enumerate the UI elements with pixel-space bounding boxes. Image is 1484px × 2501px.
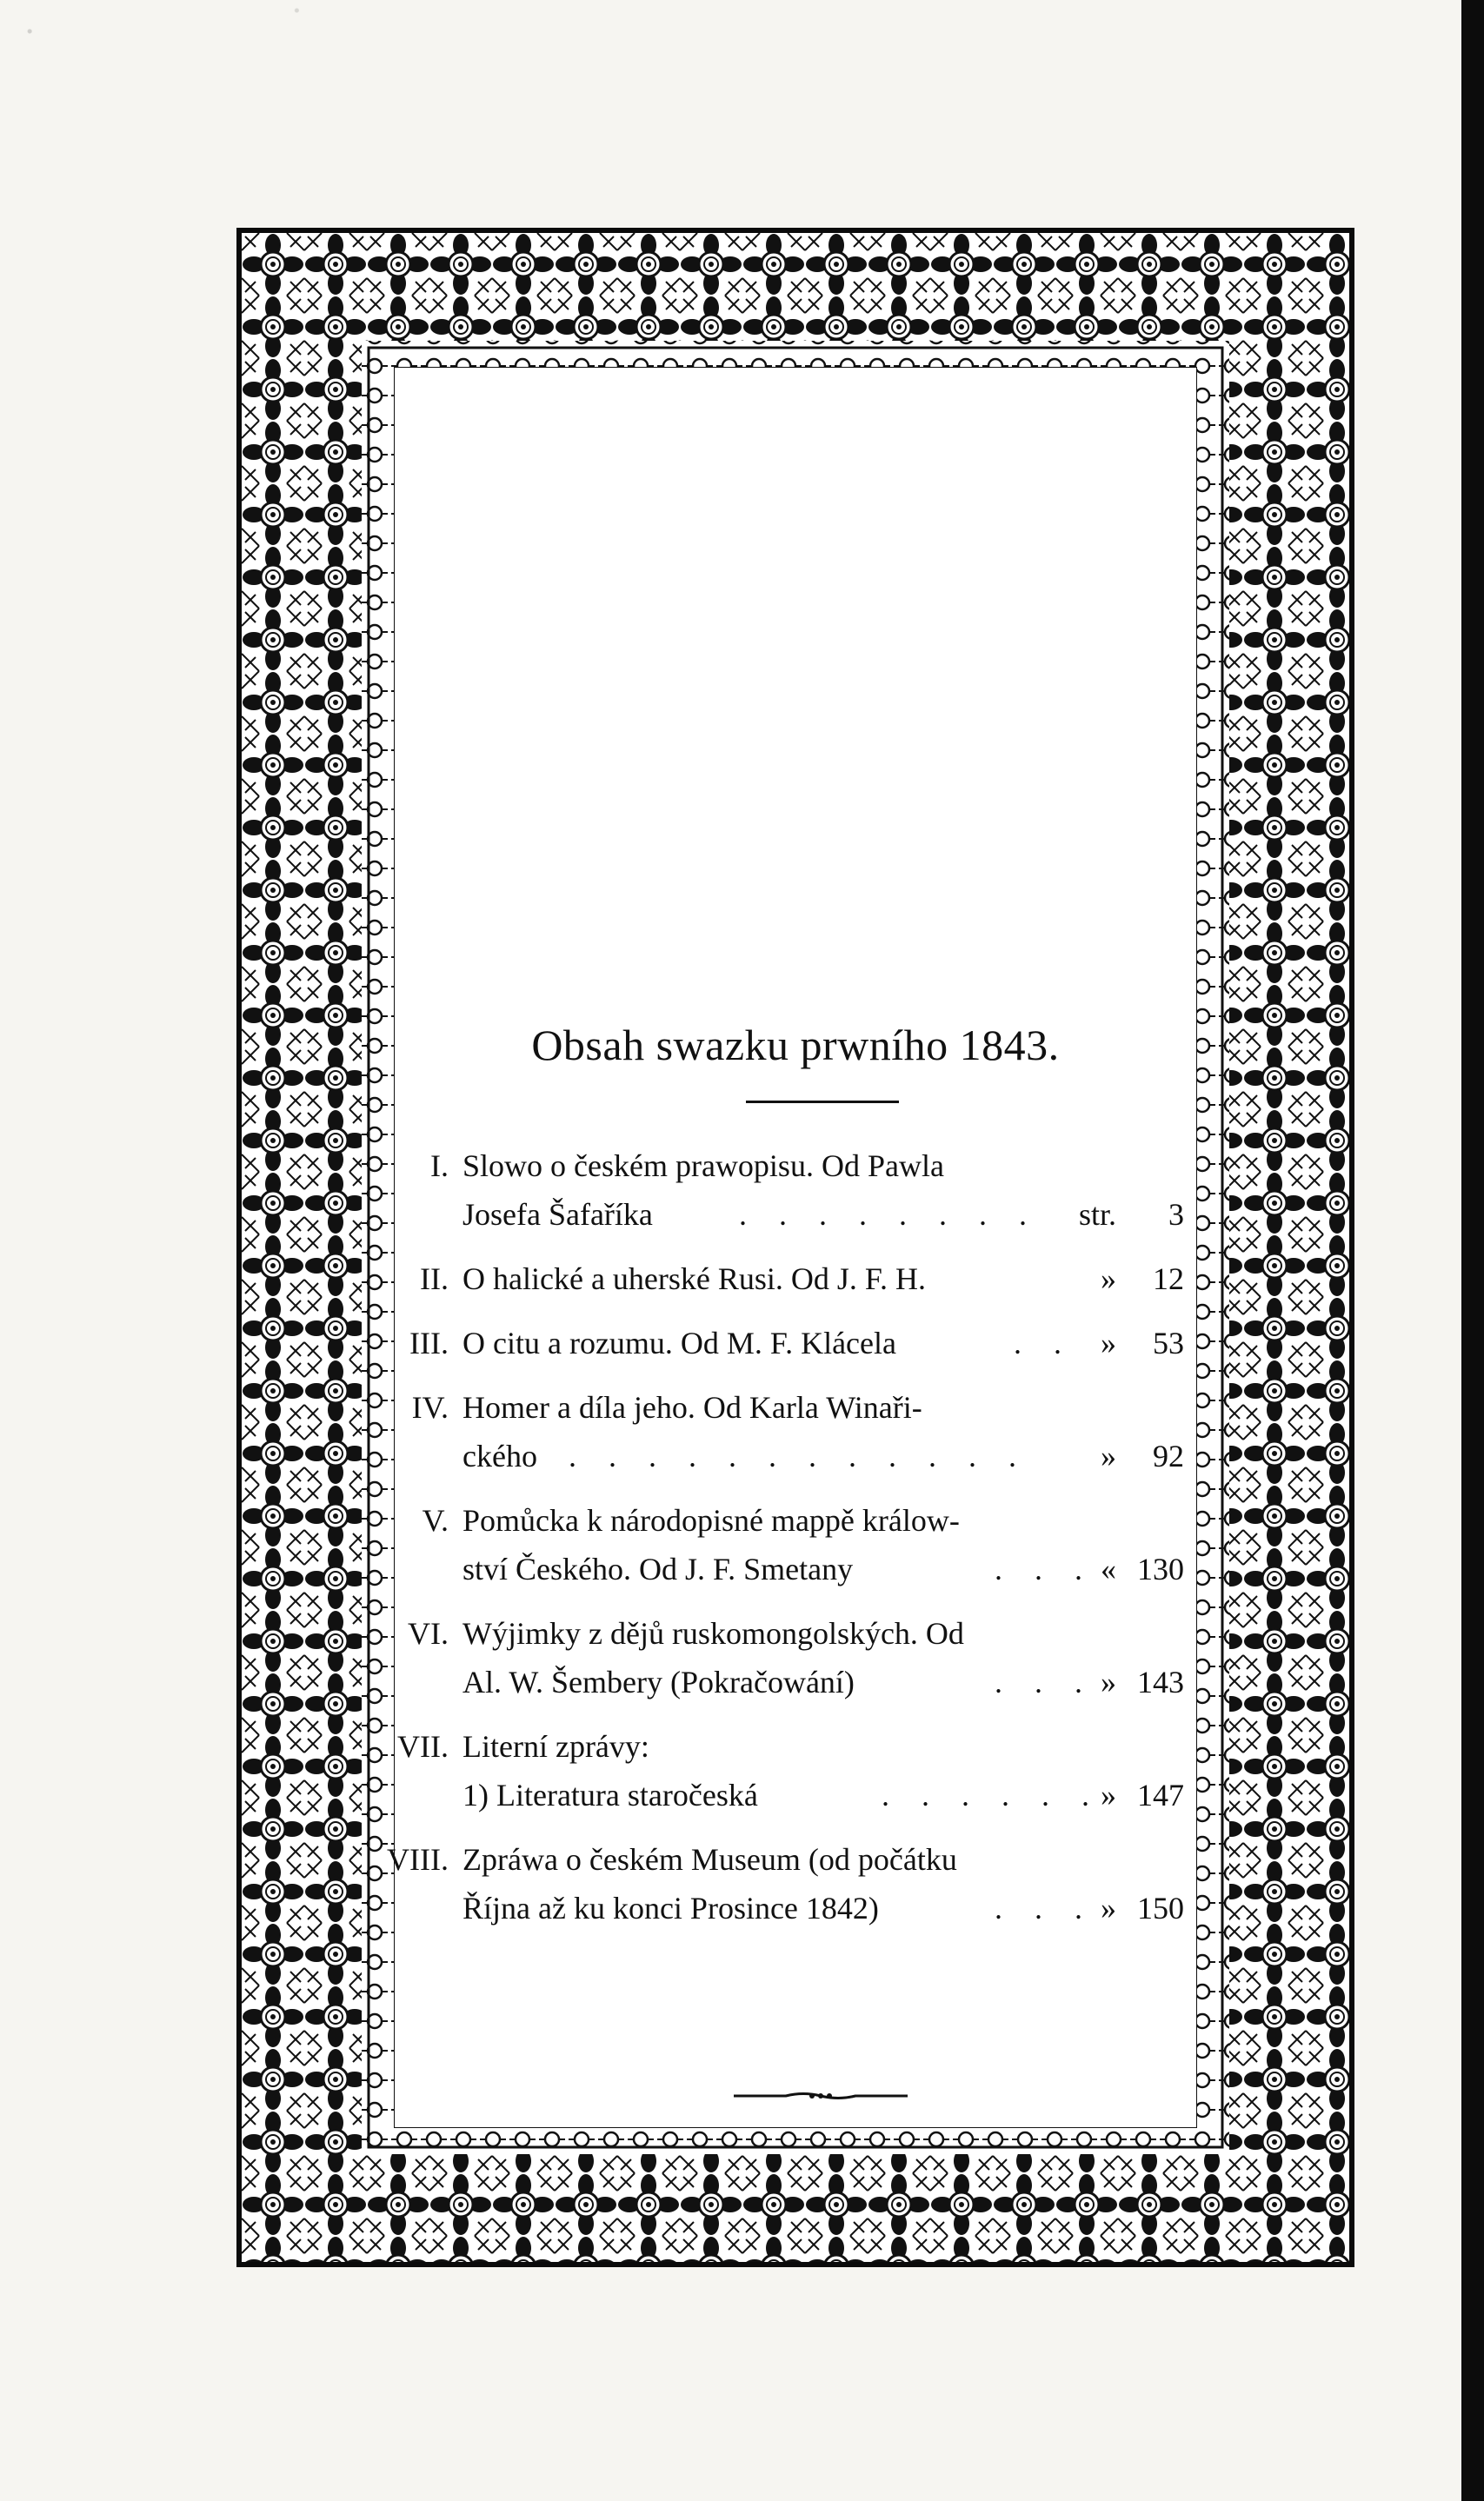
title-rule	[746, 1101, 899, 1103]
entry-title: O halické a uherské Rusi. Od J. F. H.	[463, 1261, 927, 1296]
leader-dots: . . .	[995, 1665, 1095, 1699]
entry-title-cont: 1) Literatura staročeská	[463, 1778, 758, 1813]
entry-number: I.	[430, 1148, 449, 1183]
toc-entry	[395, 1319, 1196, 1367]
page-prefix: »	[1101, 1439, 1116, 1473]
entry-title: Zpráwa o českém Museum (od počátku	[463, 1842, 957, 1877]
page-prefix: »	[1101, 1778, 1116, 1813]
entry-title-cont: Al. W. Šembery (Pokračowání)	[463, 1665, 855, 1699]
toc-entry	[395, 1383, 1196, 1480]
page-number: 143	[1137, 1665, 1184, 1699]
entry-number: II.	[420, 1261, 449, 1296]
entry-title-cont: ství Českého. Od J. F. Smetany	[463, 1552, 854, 1586]
toc-entry	[395, 1609, 1196, 1706]
leader-dots: . .	[1014, 1326, 1074, 1360]
entry-title-cont: Josefa Šafaříka	[463, 1197, 653, 1232]
entry-number: IV.	[411, 1390, 449, 1425]
entry-title: O citu a rozumu. Od M. F. Klácela	[463, 1326, 896, 1360]
page-number: 147	[1137, 1778, 1184, 1813]
entry-number: VI.	[408, 1616, 449, 1651]
page-prefix: »	[1101, 1261, 1116, 1296]
toc-entry	[395, 1141, 1196, 1239]
page-title: Obsah swazku prwního 1843.	[531, 1021, 1060, 1069]
table-of-contents	[387, 1141, 1196, 1948]
page-number: 150	[1137, 1891, 1184, 1926]
entry-title: Wýjimky z dějů ruskomongolských. Od	[463, 1616, 964, 1651]
entry-title: Pomůcka k národopisné mappě králow-	[463, 1503, 960, 1538]
entry-title: Homer a díla jeho. Od Karla Winaři-	[463, 1390, 922, 1425]
ornamental-frame	[236, 228, 1354, 2267]
page-prefix: «	[1101, 1552, 1116, 1586]
page-edge-shadow	[1461, 0, 1484, 2501]
scan-speckle	[0, 0, 1484, 104]
page-number: 92	[1153, 1439, 1184, 1473]
leader-dots: . . . . . . . . . . . .	[569, 1439, 1028, 1473]
entry-number: V.	[422, 1503, 449, 1538]
toc-entry	[387, 1835, 1196, 1932]
page-prefix: »	[1101, 1665, 1116, 1699]
entry-number: VIII.	[387, 1842, 449, 1877]
page-prefix: »	[1101, 1326, 1116, 1360]
entry-number: III.	[409, 1326, 449, 1360]
entry-title: Slowo o českém prawopisu. Od Pawla	[463, 1148, 944, 1183]
page-prefix: str.	[1078, 1197, 1116, 1232]
page-number: 53	[1153, 1326, 1184, 1360]
leader-dots: . . . . . . . .	[739, 1197, 1039, 1232]
entry-title: Literní zprávy:	[463, 1729, 649, 1764]
page-number: 130	[1137, 1552, 1184, 1586]
leader-dots: . . . . . .	[882, 1778, 1101, 1813]
entry-title-cont: Října až ku konci Prosince 1842)	[463, 1891, 879, 1926]
toc-entry	[395, 1722, 1196, 1819]
entry-title-cont: ckého	[463, 1439, 537, 1473]
page-prefix: »	[1101, 1891, 1116, 1926]
toc-entry	[395, 1254, 1196, 1303]
page-number: 3	[1168, 1197, 1184, 1232]
toc-entry	[395, 1496, 1196, 1593]
entry-number: VII.	[397, 1729, 449, 1764]
page-number: 12	[1153, 1261, 1184, 1296]
closing-flourish	[734, 2092, 908, 2100]
leader-dots: . . .	[995, 1552, 1095, 1586]
leader-dots: . . .	[995, 1891, 1095, 1926]
content-panel	[387, 368, 1196, 2127]
